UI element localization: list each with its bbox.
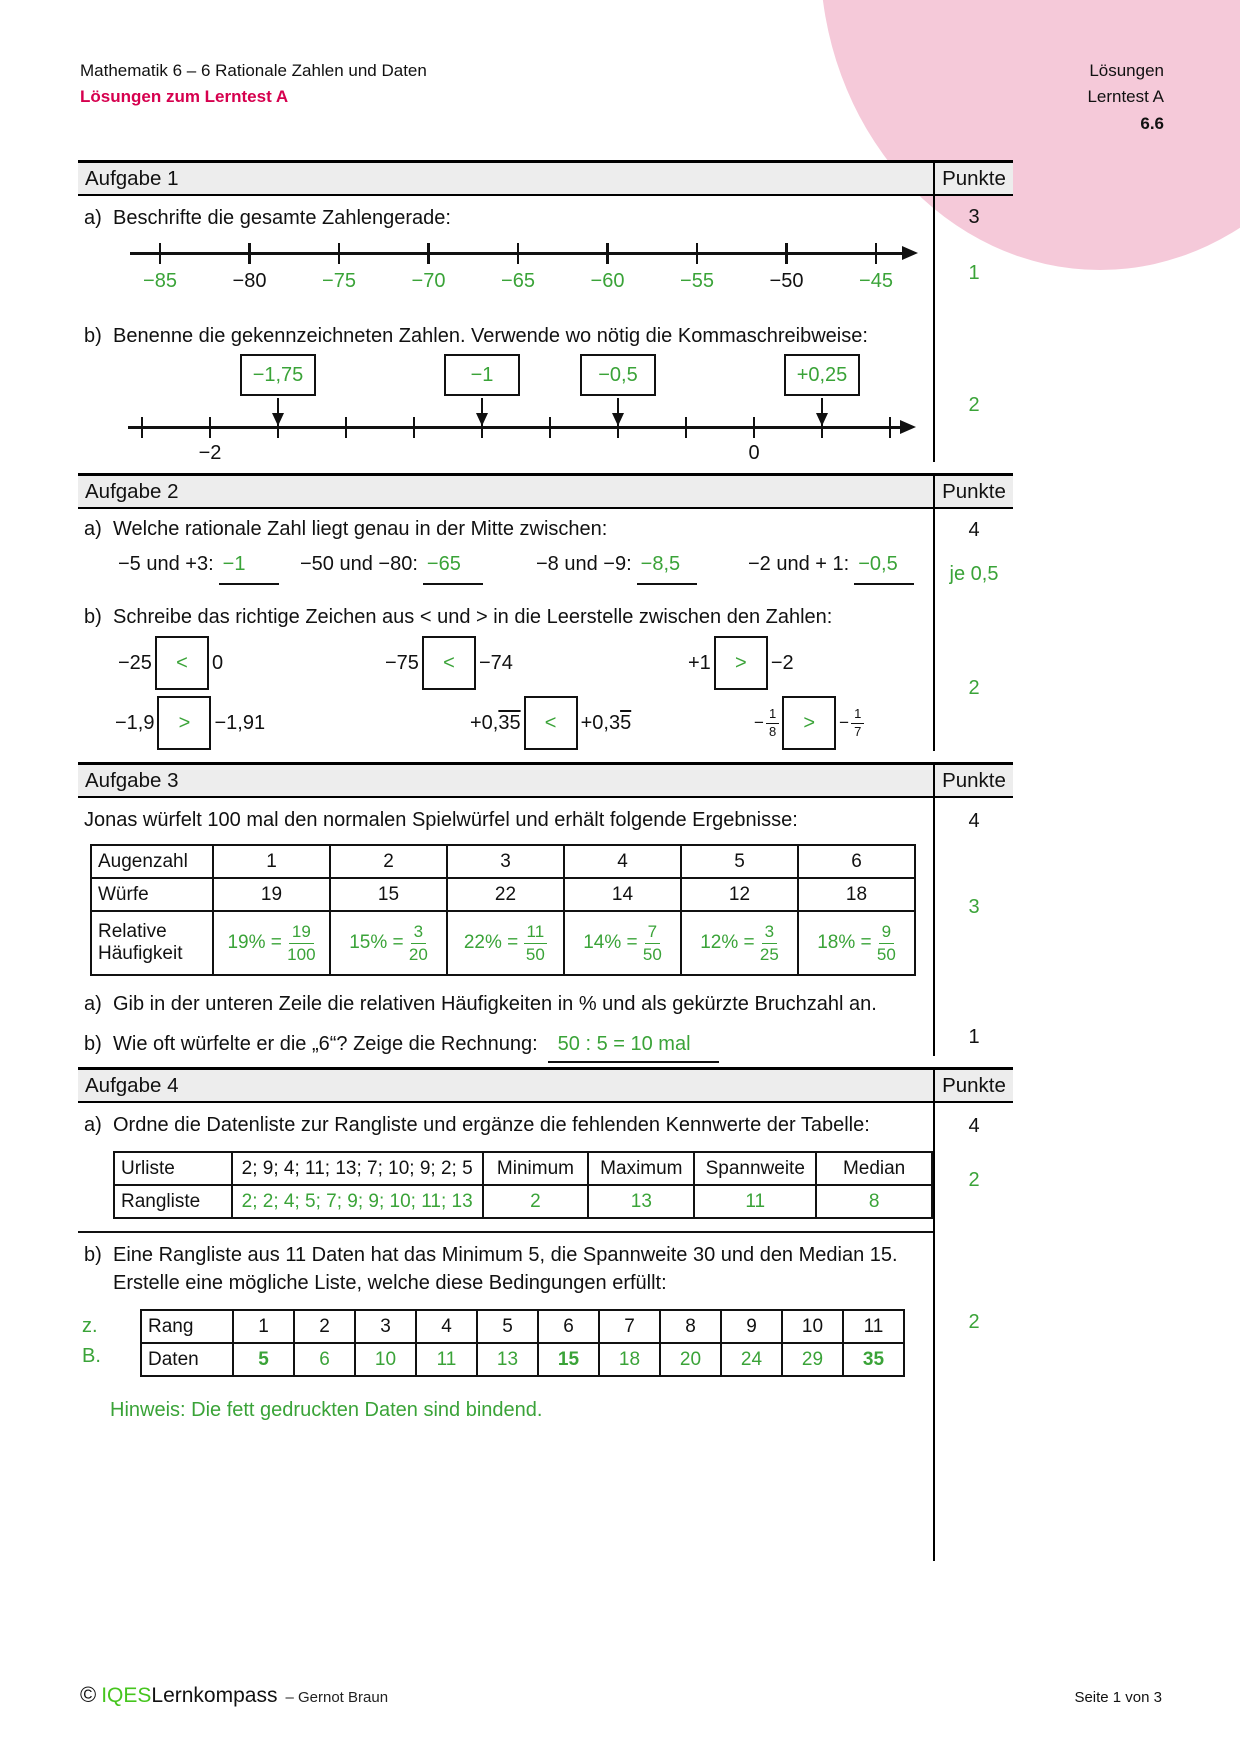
number-text: +0,3 — [580, 711, 621, 734]
fraction — [766, 707, 779, 740]
task-2 — [78, 473, 1013, 751]
relative-frequency-cell — [681, 911, 798, 975]
points-value: 2 — [968, 394, 980, 416]
points-value: 2 — [968, 1311, 980, 1333]
table-cell: 2 — [330, 845, 447, 878]
table-cell: Würfe — [91, 878, 213, 911]
task-2-header — [78, 473, 1013, 509]
table-cell: Maximum — [588, 1152, 694, 1185]
tasks-container — [78, 160, 1013, 1572]
arrow-down-icon — [816, 413, 828, 426]
number-text: −25 — [118, 651, 152, 674]
comparison-item — [118, 635, 223, 691]
task-3 — [78, 762, 1013, 1056]
item-label — [84, 1269, 113, 1297]
table-cell: 2 — [483, 1185, 589, 1218]
points-value: 3 — [968, 896, 980, 918]
data-cell: 15 — [538, 1343, 599, 1376]
table-cell: 1 — [233, 1310, 294, 1343]
points-header: Punkte — [942, 768, 1006, 792]
table-cell: Augenzahl — [91, 845, 213, 878]
number-value — [212, 652, 223, 675]
item-label: a) — [84, 207, 102, 229]
points-value: 1 — [968, 262, 980, 284]
course-title: Mathematik 6 – 6 Rationale Zahlen und Daten — [80, 61, 427, 80]
logo-iqes: IQES — [101, 1684, 152, 1707]
axis-arrow-icon — [900, 420, 916, 434]
calculation-answer: 50 : 5 = 10 mal — [548, 1033, 719, 1063]
task-3-header — [78, 762, 1013, 798]
item-label: b) — [84, 606, 102, 628]
fraction — [287, 922, 315, 964]
middle-question — [118, 553, 279, 585]
data-list-table — [113, 1151, 933, 1219]
table-cell: Daten — [141, 1343, 233, 1376]
tick-mark — [248, 243, 250, 264]
item-text: Benenne die gekennzeichneten Zahlen. Verwende wo nötig die Kommaschreibweise: — [113, 325, 868, 347]
corner-label-lerntest: Lerntest A — [1087, 87, 1164, 107]
label-line: Häufigkeit — [98, 943, 183, 964]
table-cell: 11 — [843, 1310, 904, 1343]
table-cell: 19 — [213, 878, 330, 911]
tick-mark — [606, 243, 608, 264]
tick-mark — [875, 243, 877, 264]
numberline-label: 0 — [748, 442, 760, 464]
table-cell: 15 — [330, 878, 447, 911]
percent-text: 15% = — [349, 932, 409, 954]
item-label: b) — [84, 1244, 102, 1266]
table-cell: 12 — [681, 878, 798, 911]
item-text: Eine Rangliste aus 11 Daten hat das Minimum 5, die Spannweite 30 und den Median 15. — [113, 1244, 898, 1266]
axis-line — [128, 426, 906, 429]
fraction — [643, 922, 662, 964]
numberline-label: −60 — [590, 270, 625, 292]
item-label: a) — [84, 993, 102, 1015]
table-cell: 5 — [681, 845, 798, 878]
arrow-line — [277, 398, 279, 414]
repeating-overline: 5 — [620, 711, 632, 734]
numberline-label: −45 — [859, 270, 893, 292]
fraction — [851, 707, 864, 740]
value-box: −1,75 — [240, 354, 316, 396]
table-cell: 22 — [447, 878, 564, 911]
data-cell: 5 — [233, 1343, 294, 1376]
number-text: 0 — [211, 651, 224, 674]
points-header: Punkte — [942, 166, 1006, 190]
minus-sign: − — [839, 713, 850, 733]
task-1-body — [78, 196, 935, 462]
table-cell: 3 — [447, 845, 564, 878]
fraction-numerator: 7 — [645, 922, 660, 944]
fraction-numerator: 1 — [851, 707, 864, 724]
rank-table — [140, 1309, 905, 1377]
number-text: +0, — [470, 711, 499, 734]
item-text: Welche rationale Zahl liegt genau in der Mitte zwischen: — [113, 518, 608, 540]
data-cell: 29 — [782, 1343, 843, 1376]
table-cell: 14 — [564, 878, 681, 911]
task-1-header — [78, 160, 1013, 196]
repeating-overline: 35 — [498, 711, 521, 734]
fraction-numerator: 1 — [766, 707, 779, 724]
item-text: Ordne die Datenliste zur Rangliste und ergänze die fehlenden Kennwerte der Tabelle: — [113, 1114, 870, 1136]
task-intro: Jonas würfelt 100 mal den normalen Spielwürfel und erhält folgende Ergebnisse: — [84, 809, 798, 831]
item-text: Erstelle eine mögliche Liste, welche diese Bedingungen erfüllt: — [113, 1272, 667, 1294]
points-value: 2 — [968, 1169, 980, 1191]
table-cell: 1 — [213, 845, 330, 878]
table-cell: 4 — [564, 845, 681, 878]
relative-frequency-cell — [447, 911, 564, 975]
example-abbrev-line: B. — [82, 1345, 101, 1367]
question-text: −5 und +3: — [118, 553, 214, 575]
page-number: Seite 1 von 3 — [1074, 1689, 1162, 1706]
table-cell: 6 — [798, 845, 915, 878]
number-value — [115, 712, 154, 735]
table-cell: 11 — [694, 1185, 816, 1218]
comparison-item — [688, 635, 794, 691]
axis-arrow-icon — [902, 246, 918, 260]
answer-box: < — [422, 636, 476, 690]
comparison-item — [470, 695, 631, 751]
table-cell: 2 — [294, 1310, 355, 1343]
points-column — [935, 798, 1013, 1056]
number-text: −74 — [478, 651, 513, 674]
percent-text: 19% = — [227, 932, 288, 954]
table-cell: Spannweite — [694, 1152, 816, 1185]
arrow-down-icon — [612, 413, 624, 426]
item-label: b) — [84, 325, 102, 347]
table-cell: 10 — [782, 1310, 843, 1343]
table-cell: 7 — [599, 1310, 660, 1343]
tick-mark — [889, 417, 891, 438]
corner-section-number: 6.6 — [1140, 113, 1164, 133]
number-text: −2 — [770, 651, 794, 674]
data-cell: 11 — [416, 1343, 477, 1376]
tick-mark — [685, 417, 687, 438]
fraction-numerator: 3 — [411, 922, 426, 944]
tick-mark — [141, 417, 143, 438]
comparison-row-2 — [78, 695, 933, 751]
table-cell: 3 — [355, 1310, 416, 1343]
task-3-body — [78, 798, 935, 1056]
task-2-body — [78, 509, 935, 751]
number-value — [479, 652, 513, 675]
relative-frequency-cell — [798, 911, 915, 975]
numberline-label: −50 — [769, 270, 804, 292]
answer-blank: −8,5 — [637, 553, 697, 585]
page-footer — [80, 1682, 1162, 1708]
fraction-numerator: 3 — [762, 922, 777, 944]
answer-blank: −0,5 — [854, 553, 914, 585]
tick-mark — [413, 417, 415, 438]
fraction-numerator: 9 — [879, 922, 894, 944]
arrow-down-icon — [476, 413, 488, 426]
fraction — [877, 922, 896, 964]
question-text: Wie oft würfelte er die „6“? Zeige die Rechnung: — [113, 1033, 538, 1055]
comparison-item — [115, 695, 265, 751]
label-line: Relative — [98, 921, 167, 942]
minus-sign: − — [754, 713, 764, 733]
item-text: Gib in der unteren Zeile die relativen Häufigkeiten in % und als gekürzte Bruchzahl an. — [113, 993, 877, 1015]
answer-blank: −1 — [219, 553, 279, 585]
number-value — [839, 707, 864, 740]
table-cell: 5 — [477, 1310, 538, 1343]
tick-mark — [338, 243, 340, 264]
number-text: +1 — [688, 651, 711, 674]
table-cell: Urliste — [114, 1152, 232, 1185]
fraction-denominator: 8 — [768, 723, 777, 739]
tick-mark — [427, 243, 429, 264]
numberline-label: −55 — [680, 270, 714, 292]
tick-mark — [753, 417, 755, 438]
item-label: a) — [84, 518, 102, 540]
number-text: −1,9 — [115, 711, 155, 734]
numberline-label: −2 — [198, 442, 222, 464]
task-4-body — [78, 1103, 935, 1561]
value-box: +0,25 — [784, 354, 860, 396]
value-box: −0,5 — [580, 354, 656, 396]
task-title: Aufgabe 3 — [78, 765, 935, 796]
data-cell: 10 — [355, 1343, 416, 1376]
middle-question — [536, 553, 697, 585]
tick-mark — [159, 243, 161, 264]
fraction-denominator: 50 — [642, 944, 662, 964]
fraction-denominator: 50 — [876, 944, 896, 964]
table-cell: 4 — [416, 1310, 477, 1343]
tick-mark — [549, 417, 551, 438]
item-label: b) — [84, 1033, 102, 1055]
table-cell: 8 — [816, 1185, 932, 1218]
tick-mark — [345, 417, 347, 438]
middle-question — [748, 553, 914, 585]
tick-mark — [517, 243, 519, 264]
points-value: 1 — [968, 1026, 980, 1048]
points-value: 4 — [968, 519, 980, 541]
table-cell: 8 — [660, 1310, 721, 1343]
footer-author: – Gernot Braun — [285, 1689, 389, 1706]
data-cell: 18 — [599, 1343, 660, 1376]
task-4 — [78, 1067, 1013, 1561]
points-column — [935, 509, 1013, 751]
table-cell: 9 — [721, 1310, 782, 1343]
table-cell: Rangliste — [114, 1185, 232, 1218]
task-title: Aufgabe 2 — [78, 476, 935, 507]
number-value — [581, 712, 632, 735]
copyright-icon: © — [80, 1682, 97, 1707]
data-cell: 35 — [843, 1343, 904, 1376]
answer-box: < — [155, 636, 209, 690]
answer-box: > — [157, 696, 211, 750]
arrow-line — [617, 398, 619, 414]
numberline-label: −85 — [143, 270, 177, 292]
middle-row — [78, 553, 933, 595]
numberline-b — [78, 354, 933, 472]
middle-question — [300, 553, 483, 585]
document-title: Lösungen zum Lerntest A — [80, 87, 289, 107]
table-cell: Rang — [141, 1310, 233, 1343]
comparison-item — [385, 635, 513, 691]
answer-box: > — [782, 696, 836, 750]
logo-lernkompass: Lernkompass — [151, 1684, 278, 1707]
arrow-down-icon — [272, 413, 284, 426]
item-text — [113, 1030, 933, 1058]
number-value — [118, 652, 152, 675]
fraction — [760, 922, 779, 964]
fraction-denominator: 20 — [408, 944, 428, 964]
fraction-denominator: 25 — [759, 944, 779, 964]
fraction-denominator: 100 — [287, 944, 316, 964]
question-text: −50 und −80: — [300, 553, 418, 575]
task-title: Aufgabe 1 — [78, 163, 935, 194]
hint-text: Hinweis: Die fett gedruckten Daten sind bindend. — [110, 1399, 543, 1421]
task-1 — [78, 160, 1013, 462]
answer-box: < — [524, 696, 578, 750]
number-value — [385, 652, 419, 675]
data-cell: 20 — [660, 1343, 721, 1376]
numberline-a — [78, 236, 933, 314]
points-column — [935, 1103, 1013, 1561]
percent-text: 14% = — [583, 932, 643, 954]
corner-label-loesungen: Lösungen — [1089, 61, 1164, 80]
points-value: 4 — [968, 810, 980, 832]
arrow-line — [821, 398, 823, 414]
fraction-denominator: 50 — [525, 944, 545, 964]
answer-blank: −65 — [423, 553, 483, 585]
relative-frequency-cell — [330, 911, 447, 975]
fraction — [524, 922, 548, 964]
relative-frequency-cell — [564, 911, 681, 975]
points-value: je 0,5 — [949, 563, 999, 585]
fraction — [409, 922, 428, 964]
percent-text: 12% = — [700, 932, 760, 954]
percent-text: 22% = — [463, 932, 524, 954]
numberline-label: −70 — [411, 270, 446, 292]
relative-frequency-cell — [213, 911, 330, 975]
tick-mark — [785, 243, 787, 264]
tick-mark — [209, 417, 211, 438]
numberline-label: −65 — [501, 270, 535, 292]
numberline-label: −75 — [322, 270, 356, 292]
comparison-item — [754, 695, 864, 751]
points-column — [935, 196, 1013, 462]
table-cell — [91, 911, 213, 975]
number-text: −75 — [385, 651, 419, 674]
dice-table — [90, 844, 916, 976]
value-box: −1 — [444, 354, 520, 396]
table-cell: 6 — [538, 1310, 599, 1343]
rank-block — [78, 1309, 933, 1377]
fraction-numerator: 19 — [289, 922, 314, 944]
points-value: 3 — [968, 206, 980, 228]
task-4-header — [78, 1067, 1013, 1103]
numberline-label: −80 — [232, 270, 267, 292]
data-cell: 24 — [721, 1343, 782, 1376]
number-text: −1,91 — [214, 711, 266, 734]
example-abbrev-line: z. — [82, 1315, 98, 1337]
number-value — [688, 652, 711, 675]
question-text: −8 und −9: — [536, 553, 632, 575]
fraction-numerator: 11 — [524, 922, 548, 944]
arrow-line — [481, 398, 483, 414]
example-abbrev — [82, 1311, 101, 1371]
document-header — [80, 58, 1164, 137]
answer-box: > — [714, 636, 768, 690]
table-cell: Median — [816, 1152, 932, 1185]
question-text: −2 und + 1: — [748, 553, 850, 575]
data-cell: 6 — [294, 1343, 355, 1376]
table-cell: Minimum — [483, 1152, 589, 1185]
task-title: Aufgabe 4 — [78, 1070, 935, 1101]
table-cell: 18 — [798, 878, 915, 911]
points-value: 4 — [968, 1115, 980, 1137]
comparison-row-1 — [78, 635, 933, 691]
percent-text: 18% = — [817, 932, 877, 954]
number-value — [754, 707, 779, 740]
points-header: Punkte — [942, 1073, 1006, 1097]
table-cell: 2; 9; 4; 11; 13; 7; 10; 9; 2; 5 — [232, 1152, 483, 1185]
item-label: a) — [84, 1114, 102, 1136]
points-value: 2 — [968, 677, 980, 699]
table-cell: 13 — [588, 1185, 694, 1218]
points-header: Punkte — [942, 479, 1006, 503]
number-value — [771, 652, 794, 675]
number-value — [214, 712, 265, 735]
data-cell: 13 — [477, 1343, 538, 1376]
number-value — [470, 712, 521, 735]
section-divider — [78, 1231, 933, 1233]
tick-mark — [696, 243, 698, 264]
table-cell: 2; 2; 4; 5; 7; 9; 9; 10; 11; 13 — [232, 1185, 483, 1218]
fraction-denominator: 7 — [854, 723, 862, 739]
item-text: Beschrifte die gesamte Zahlengerade: — [113, 207, 451, 229]
item-text: Schreibe das richtige Zeichen aus < und > in die Leerstelle zwischen den Zahlen: — [113, 606, 833, 628]
